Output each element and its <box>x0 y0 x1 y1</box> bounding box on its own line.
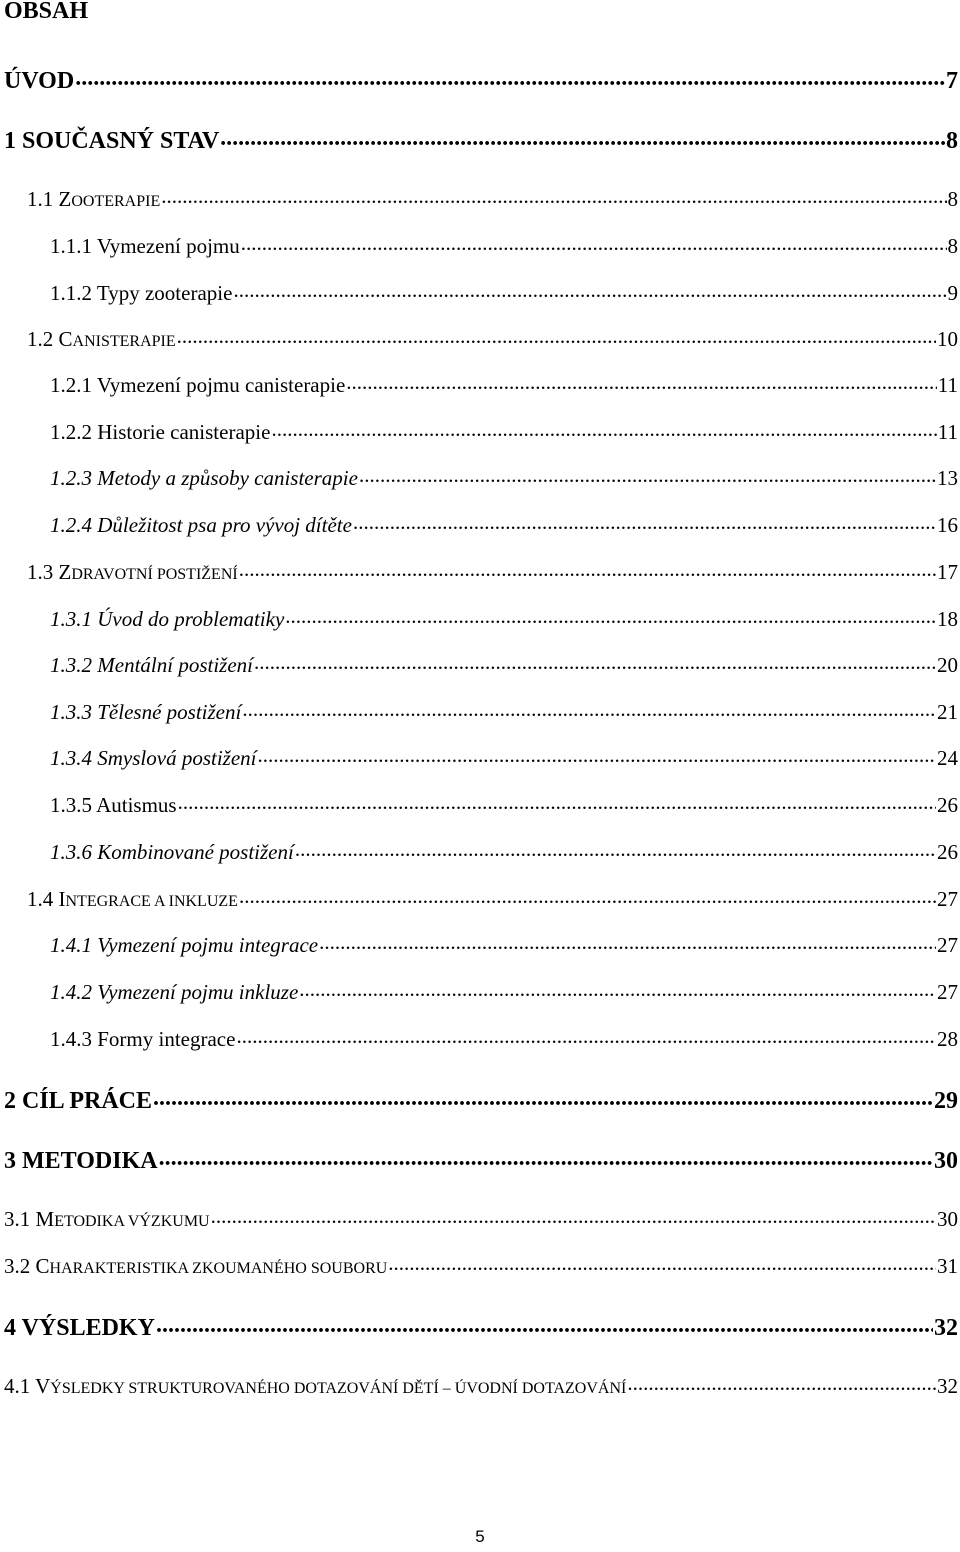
toc-entry-title: 1 SOUČASNÝ STAV <box>4 128 220 154</box>
toc-entry-title: 1.2.1 Vymezení pojmu canisterapie <box>50 373 346 397</box>
toc-entry-page: 10 <box>937 327 958 351</box>
smallcaps-initial: V <box>35 1374 51 1398</box>
toc-entry-autismus[interactable] <box>50 790 958 820</box>
toc-entry-title <box>27 557 238 590</box>
toc-entry-title: 1.1.2 Typy zooterapie <box>50 281 233 305</box>
toc-entry-page: 26 <box>937 793 958 817</box>
toc-entry-soucasny-stav[interactable] <box>4 124 958 154</box>
smallcaps-initial: Z <box>58 187 72 211</box>
leader-dots <box>178 791 936 812</box>
toc-entry-page: 28 <box>937 1027 958 1051</box>
toc-entry-page: 13 <box>937 466 958 490</box>
smallcaps-rest: OOTERAPIE <box>71 193 161 210</box>
toc-entry-page: 21 <box>937 700 958 724</box>
leader-dots <box>153 1084 933 1108</box>
toc-entry-title: 1.3.2 Mentální postižení <box>50 653 253 677</box>
section-number: 1.2 <box>27 327 54 351</box>
leader-dots <box>359 464 936 485</box>
leader-dots <box>285 605 936 626</box>
toc-entry-metody-canisterapie[interactable] <box>50 463 958 493</box>
toc-entry-vymezeni-integrace[interactable] <box>50 930 958 960</box>
leader-dots <box>299 978 936 999</box>
toc-entry-vysledky[interactable] <box>4 1311 958 1341</box>
section-number: 1.1 <box>27 187 54 211</box>
leader-dots <box>159 1144 933 1168</box>
toc-entry-title: 1.3.1 Úvod do problematiky <box>50 607 285 631</box>
toc-heading: OBSAH <box>4 0 89 24</box>
toc-entry-charakteristika-souboru[interactable] <box>4 1251 958 1281</box>
toc-entry-page: 30 <box>937 1207 958 1231</box>
leader-dots <box>236 1025 936 1046</box>
leader-dots <box>254 651 936 672</box>
toc-entry-page: 8 <box>947 187 958 211</box>
leader-dots <box>177 325 936 346</box>
leader-dots <box>353 511 936 532</box>
toc-entry-title: 1.3.5 Autismus <box>50 793 177 817</box>
toc-entry-zdravotni-postizeni[interactable] <box>27 557 958 587</box>
smallcaps-initial: Z <box>58 560 72 584</box>
page-number: 5 <box>475 1527 485 1546</box>
smallcaps-initial: I <box>58 887 66 911</box>
toc-entry-title: 1.4.3 Formy integrace <box>50 1027 236 1051</box>
toc-entry-zooterapie[interactable] <box>27 184 958 214</box>
section-number: 4.1 <box>4 1374 31 1398</box>
toc-entry-telesne-postizeni[interactable] <box>50 697 958 727</box>
toc-entry-title: 1.2.3 Metody a způsoby canisterapie <box>50 466 358 490</box>
section-number: 1.4 <box>27 887 54 911</box>
toc-entry-title: 2 CÍL PRÁCE <box>4 1088 153 1114</box>
toc-entry-title <box>27 324 176 357</box>
leader-dots <box>627 1372 936 1393</box>
toc-entry-vysledky-dotazovani[interactable] <box>4 1371 958 1401</box>
toc-entry-dulezitost-psa[interactable] <box>50 510 958 540</box>
toc-entry-title <box>4 1371 626 1404</box>
toc-entry-integrace-a-inkluze[interactable] <box>27 884 958 914</box>
toc-entry-title <box>27 184 160 217</box>
smallcaps-rest: ANISTERAPIE <box>72 333 176 350</box>
toc-entry-title <box>27 884 238 917</box>
toc-entry-uvod[interactable] <box>4 64 958 94</box>
toc-entry-canisterapie[interactable] <box>27 324 958 354</box>
toc-entry-title: ÚVOD <box>4 68 75 94</box>
section-number: 1.3 <box>27 560 54 584</box>
section-number: 3.2 <box>4 1254 31 1278</box>
smallcaps-rest: HARAKTERISTIKA ZKOUMANÉHO SOUBORU <box>49 1260 388 1277</box>
toc-entry-page: 16 <box>937 513 958 537</box>
toc-entry-title <box>4 1251 387 1284</box>
toc-entry-page: 8 <box>947 234 958 258</box>
smallcaps-initial: M <box>35 1207 55 1231</box>
toc-entry-smyslova-postizeni[interactable] <box>50 743 958 773</box>
leader-dots <box>239 885 936 906</box>
toc-entry-page: 8 <box>946 128 958 154</box>
toc-entry-page: 20 <box>937 653 958 677</box>
smallcaps-rest: NTEGRACE A INKLUZE <box>65 893 238 910</box>
leader-dots <box>161 185 946 206</box>
toc-entry-kombinovane-postizeni[interactable] <box>50 837 958 867</box>
toc-entry-page: 30 <box>934 1148 958 1174</box>
toc-entry-title: 1.4.2 Vymezení pojmu inkluze <box>50 980 299 1004</box>
toc-entry-title: 4 VÝSLEDKY <box>4 1315 155 1341</box>
leader-dots <box>319 931 936 952</box>
toc-entry-page: 7 <box>946 68 958 94</box>
toc-entry-typy-zooterapie[interactable] <box>50 278 958 308</box>
toc-entry-metodika[interactable] <box>4 1144 958 1174</box>
smallcaps-rest: DRAVOTNÍ POSTIŽENÍ <box>71 566 238 583</box>
leader-dots <box>388 1252 936 1273</box>
toc-entry-page: 27 <box>937 933 958 957</box>
smallcaps-initial: C <box>58 327 73 351</box>
toc-entry-page: 27 <box>937 887 958 911</box>
toc-entry-formy-integrace[interactable] <box>50 1024 958 1054</box>
toc-entry-title: 1.3.6 Kombinované postižení <box>50 840 294 864</box>
toc-entry-title: 1.3.4 Smyslová postižení <box>50 746 257 770</box>
leader-dots <box>239 558 936 579</box>
toc-entry-title <box>4 1204 210 1237</box>
toc-entry-page: 11 <box>937 373 958 397</box>
toc-entry-vymezeni-inkluze[interactable] <box>50 977 958 1007</box>
toc-entry-vymezeni-pojmu[interactable] <box>50 231 958 261</box>
toc-entry-title: 1.2.4 Důležitost psa pro vývoj dítěte <box>50 513 352 537</box>
toc-entry-vymezeni-canisterapie[interactable] <box>50 370 958 400</box>
toc-entry-uvod-do-problematiky[interactable] <box>50 604 958 634</box>
leader-dots <box>75 64 945 88</box>
toc-entry-page: 9 <box>947 281 958 305</box>
toc-entry-page: 26 <box>937 840 958 864</box>
toc-entry-metodika-vyzkumu[interactable] <box>4 1204 958 1234</box>
leader-dots <box>241 232 947 253</box>
section-number: 3.1 <box>4 1207 31 1231</box>
toc-entry-title: 3 METODIKA <box>4 1148 158 1174</box>
smallcaps-rest: ÝSLEDKY STRUKTUROVANÉHO DOTAZOVÁNÍ DĚTÍ – ÚVODNÍ DOTAZOVÁNÍ <box>50 1380 627 1397</box>
leader-dots <box>233 279 946 300</box>
leader-dots <box>220 124 945 148</box>
smallcaps-initial: C <box>35 1254 50 1278</box>
toc-entry-page: 32 <box>937 1374 958 1398</box>
toc-entry-historie-canisterapie[interactable] <box>50 417 958 447</box>
leader-dots <box>242 698 936 719</box>
toc-entry-page: 24 <box>937 746 958 770</box>
toc-entry-page: 18 <box>937 607 958 631</box>
toc-entry-title: 1.4.1 Vymezení pojmu integrace <box>50 933 319 957</box>
leader-dots <box>271 418 936 439</box>
leader-dots <box>211 1205 936 1226</box>
toc-entry-cil-prace[interactable] <box>4 1084 958 1114</box>
smallcaps-rest: ETODIKA VÝZKUMU <box>54 1213 210 1230</box>
leader-dots <box>295 838 936 859</box>
toc-entry-page: 29 <box>934 1088 958 1114</box>
toc-entry-page: 32 <box>934 1315 958 1341</box>
toc-entry-title: 1.2.2 Historie canisterapie <box>50 420 271 444</box>
toc-entry-page: 31 <box>937 1254 958 1278</box>
leader-dots <box>156 1311 933 1335</box>
leader-dots <box>346 371 936 392</box>
toc-entry-page: 27 <box>937 980 958 1004</box>
toc-entry-title: 1.3.3 Tělesné postižení <box>50 700 242 724</box>
leader-dots <box>257 744 936 765</box>
toc-entry-title: 1.1.1 Vymezení pojmu <box>50 234 240 258</box>
toc-entry-mentalni-postizeni[interactable] <box>50 650 958 680</box>
toc-entry-page: 11 <box>937 420 958 444</box>
toc-entry-page: 17 <box>937 560 958 584</box>
